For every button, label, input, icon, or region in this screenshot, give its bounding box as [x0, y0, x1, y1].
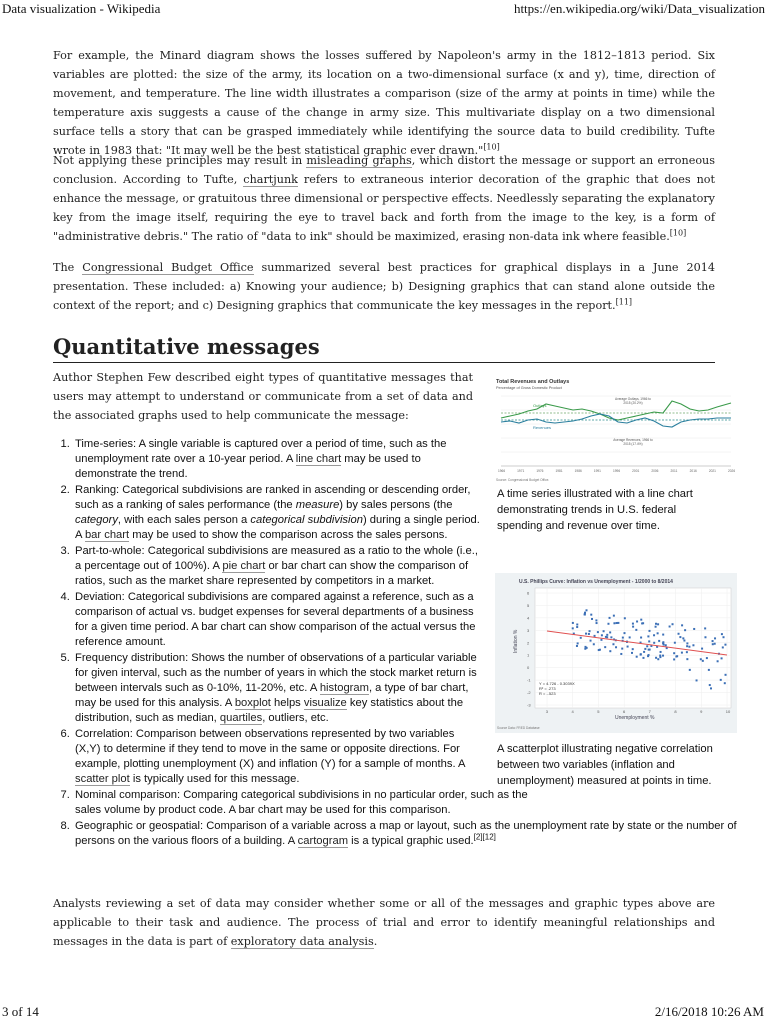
scatter-point: [607, 623, 609, 625]
label-revenues: Revenues: [533, 425, 552, 430]
scatter-point: [692, 644, 694, 646]
list-item: 8. Geographic or geospatial: Comparison of a variable across a map or layout, such as the unemployment rate by state or the number of persons on the various floors of a building. A cartogram is a typical graphic used.[2][12]: [73, 819, 738, 849]
scatter-point: [600, 639, 602, 641]
scatter-point: [644, 648, 646, 650]
scatter-point: [590, 640, 592, 642]
x-tick-label: 1971: [517, 469, 525, 473]
scatter-point: [648, 640, 650, 642]
scatter-point: [641, 622, 643, 624]
scatter-point: [623, 632, 625, 634]
x-tick-label: 9: [700, 709, 703, 714]
scatter-point: [595, 619, 597, 621]
citation[interactable]: [10]: [483, 142, 500, 152]
scatter-point: [702, 660, 704, 662]
scatter-point: [631, 652, 633, 654]
x-axis-label: Unemployment %: [615, 715, 655, 721]
scatter-point: [585, 646, 587, 648]
scatter-point: [643, 651, 645, 653]
scatter-point: [576, 624, 578, 626]
scatter-point: [603, 630, 605, 632]
x-tick-label: 2006: [651, 469, 659, 473]
scatter-point: [648, 649, 650, 651]
scatter-point: [721, 633, 723, 635]
y-tick-label: 1: [527, 652, 530, 658]
scatter-point: [589, 630, 591, 632]
scatter-point: [662, 641, 664, 643]
x-tick-label: 2011: [670, 469, 678, 473]
scatter-point: [681, 624, 683, 626]
figure-scatterplot[interactable]: [495, 573, 737, 733]
chart-source: Source Data: FRED Database: [497, 726, 540, 730]
list-item: 3. Part-to-whole: Categorical subdivisions are measured as a ratio to the whole (i.e., a percentage out of 100%). A pie chart or bar chart can show the comparison of ratios, such as the market share represented by competitors in a market.: [73, 544, 480, 589]
scatter-point: [662, 655, 664, 657]
scatter-point: [617, 622, 619, 624]
scatter-point: [710, 687, 712, 689]
x-tick-label: 2016: [689, 469, 697, 473]
scatter-point: [606, 636, 608, 638]
scatter-point: [669, 626, 671, 628]
scatter-point: [590, 614, 592, 616]
scatter-point: [660, 651, 662, 653]
x-tick-label: 8: [674, 709, 677, 714]
scatter-point: [613, 615, 615, 617]
link-chartjunk[interactable]: chartjunk: [243, 173, 298, 186]
scatter-point: [584, 612, 586, 614]
y-tick-label: 5: [527, 602, 530, 608]
scatter-point: [659, 655, 661, 657]
scatter-point: [588, 633, 590, 635]
scatter-point: [576, 626, 578, 628]
figure1-caption: A time series illustrated with a line chart demonstrating trends in U.S. federal spending and revenue over time.: [497, 488, 693, 532]
citation[interactable]: [2][12]: [473, 832, 496, 842]
r-squared: R² = .273: [539, 686, 556, 691]
link-exploratory-data-analysis[interactable]: exploratory data analysis: [230, 935, 374, 948]
scatter-point: [655, 657, 657, 659]
scatter-point: [704, 636, 706, 638]
citation[interactable]: [10]: [669, 228, 687, 238]
scatter-point: [657, 623, 659, 625]
scatter-point: [722, 646, 724, 648]
scatter-point: [615, 646, 617, 648]
scatter-point: [572, 622, 574, 624]
scatter-point: [613, 622, 615, 624]
scatter-point: [704, 627, 706, 629]
x-tick-label: 2021: [708, 469, 716, 473]
scatter-point: [593, 643, 595, 645]
scatter-point: [642, 657, 644, 659]
list-item: 4. Deviation: Categorical subdivisions are compared against a reference, such as a comparison of actual vs. budget expenses for several departments of a business for a given time period. A bar chart can show comparison of the actual versus the reference amount.: [73, 590, 480, 650]
scatter-point: [636, 620, 638, 622]
x-tick-label: 7: [648, 709, 651, 714]
x-tick-label: 2026: [728, 469, 736, 473]
scatter-point: [596, 622, 598, 624]
list-item: 7. Nominal comparison: Comparing categorical subdivisions in no particular order, such as the sales volume by product code. A bar chart may be used for this comparison.: [73, 788, 545, 818]
scatter-point: [629, 636, 631, 638]
y-tick-label: -2: [527, 690, 531, 696]
scatter-point: [678, 633, 680, 635]
scatter-point: [676, 655, 678, 657]
y-tick-label: 3: [527, 627, 530, 633]
y-tick-label: 0: [527, 665, 530, 671]
chart-subtitle: Percentage of Gross Domestic Product: [496, 386, 562, 390]
regression-equation: Y = 4.726 - 0.3039X: [539, 681, 575, 686]
section-intro: Author Stephen Few described eight types of quantitative messages that users may attempt to understand or communicate from a set of data and the associated graphs used to help communicate the message:: [53, 371, 473, 422]
link-pie-chart[interactable]: pie chart: [222, 560, 266, 572]
scatter-point: [632, 623, 634, 625]
scatter-point: [714, 643, 716, 645]
x-tick-label: 1976: [536, 469, 544, 473]
x-tick-label: 10: [725, 709, 731, 714]
chart-source: Source: Congressional Budget Office.: [496, 478, 550, 482]
section-heading: Quantitative messages: [53, 334, 715, 363]
scatter-point: [658, 640, 660, 642]
citation[interactable]: [11]: [615, 297, 633, 307]
list-item: 1. Time-series: A single variable is captured over a period of time, such as the unemployment rate over a 10-year period. A line chart may be used to demonstrate the trend.: [73, 437, 480, 482]
scatter-point: [572, 627, 574, 629]
x-tick-label: 1986: [574, 469, 582, 473]
scatter-point: [616, 622, 618, 624]
scatter-point: [586, 609, 588, 611]
scatter-point: [714, 637, 716, 639]
x-axis-ticks: [498, 469, 735, 473]
scatter-point: [724, 682, 726, 684]
x-tick-label: 6: [622, 709, 626, 714]
list-item: 6. Correlation: Comparison between observations represented by two variables (X,Y) to determine if they tend to move in the same or opposite directions. For example, plotting unemployment (X) and inflation (Y) for a sample of months. A scatter plot is typically used for this message.: [73, 727, 480, 787]
scatter-point: [657, 658, 659, 660]
r-value: R = -.523: [539, 691, 556, 696]
print-footer: [0, 1002, 768, 1024]
page-title: Data visualization - Wikipedia: [2, 1, 161, 16]
x-tick-label: 1996: [613, 469, 621, 473]
scatter-point: [598, 649, 600, 651]
scatter-point: [580, 637, 582, 639]
scatter-point: [673, 652, 675, 654]
scatter-point: [655, 623, 657, 625]
scatter-point: [712, 640, 714, 642]
scatter-point: [683, 640, 685, 642]
scatter-point: [640, 619, 642, 621]
print-header: [0, 0, 768, 20]
scatter-point: [700, 658, 702, 660]
scatter-point: [724, 644, 726, 646]
y-tick-label: 4: [527, 615, 530, 621]
x-tick-label: 1966: [498, 469, 506, 473]
scatter-point: [606, 634, 608, 636]
scatter-point: [610, 636, 612, 638]
scatter-point: [708, 669, 710, 671]
figure2-caption: A scatterplot illustrating negative correlation between two variables (inflation and unemployment) measured at points in time.: [497, 743, 713, 787]
scatter-point: [624, 617, 626, 619]
scatter-point: [632, 626, 634, 628]
link-histogram[interactable]: histogram: [319, 682, 369, 694]
scatter-point: [673, 658, 675, 660]
scatter-point: [657, 632, 659, 634]
x-tick-label: 2001: [632, 469, 640, 473]
scatter-point: [679, 636, 681, 638]
scatter-point: [689, 669, 691, 671]
scatter-point: [706, 657, 708, 659]
scatter-point: [585, 633, 587, 635]
scatter-point: [686, 658, 688, 660]
scatter-point: [681, 652, 683, 654]
chart-title: U.S. Phillips Curve: Inflation vs Unemployment - 1/2000 to 8/2014: [519, 579, 673, 585]
scatter-point: [682, 637, 684, 639]
list-item: 5. Frequency distribution: Shows the number of observations of a particular variable for given interval, such as the number of years in which the stock market return is between intervals such as 0-10%, 11-20%, etc. A histogram, a type of bar chart, may be used for this analysis. A boxplot helps visualize key statistics about the distribution, such as median, quartiles, outliers, etc.: [73, 651, 480, 726]
link-bar-chart[interactable]: bar chart: [84, 529, 130, 541]
scatter-point: [696, 679, 698, 681]
scatter-point: [576, 645, 578, 647]
y-tick-label: -3: [527, 702, 531, 708]
print-datetime: 2/16/2018 10:26 AM: [654, 1004, 764, 1019]
scatter-point: [646, 645, 648, 647]
scatter-point: [632, 648, 634, 650]
scatter-point: [693, 628, 695, 630]
scatter-point: [674, 642, 676, 644]
label-outlays: Outlays: [533, 403, 547, 408]
scatter-point: [655, 626, 657, 628]
figure-time-series-chart[interactable]: [495, 376, 737, 484]
scatter-point: [584, 648, 586, 650]
scatter-point: [686, 642, 688, 644]
scatter-point: [653, 642, 655, 644]
x-tick-label: 1981: [555, 469, 563, 473]
scatter-point: [601, 634, 603, 636]
scatter-point: [604, 646, 606, 648]
chart-title: Total Revenues and Outlays: [496, 379, 570, 385]
scatter-point: [597, 631, 599, 633]
scatter-point: [725, 674, 727, 676]
scatter-point: [609, 631, 611, 633]
link-cbo[interactable]: Congressional Budget Office: [82, 261, 254, 274]
scatter-point: [620, 653, 622, 655]
page-url[interactable]: https://en.wikipedia.org/wiki/Data_visualization: [513, 1, 765, 16]
x-tick-label: 4: [571, 709, 574, 714]
scatter-point: [594, 635, 596, 637]
scatter-point: [720, 679, 722, 681]
scatter-point: [635, 629, 637, 631]
scatter-point: [686, 651, 688, 653]
scatter-point: [640, 637, 642, 639]
scatter-point: [622, 637, 624, 639]
link-misleading-graphs[interactable]: misleading graphs: [306, 154, 412, 167]
scatter-point: [640, 653, 642, 655]
scatter-point: [584, 613, 586, 615]
scatter-point: [721, 657, 723, 659]
scatter-point: [609, 617, 611, 619]
link-boxplot[interactable]: boxplot: [234, 697, 271, 709]
scatter-point: [665, 644, 667, 646]
annotation-avg-revenues: Average Revenues, 1966 to 2015 (17.4%): [613, 438, 653, 446]
scatter-point: [701, 648, 703, 650]
link-cartogram[interactable]: cartogram: [297, 835, 349, 847]
link-visualize[interactable]: visualize: [303, 697, 347, 709]
scatter-point: [709, 684, 711, 686]
x-tick-label: 1991: [593, 469, 601, 473]
scatter-point: [653, 634, 655, 636]
scatter-point: [684, 629, 686, 631]
scatter-point: [712, 643, 714, 645]
x-tick-label: 3: [545, 709, 549, 714]
scatter-point: [648, 630, 650, 632]
scatter-point: [647, 635, 649, 637]
y-tick-label: 6: [527, 590, 530, 596]
scatter-point: [717, 660, 719, 662]
scatter-point: [648, 654, 650, 656]
link-line-chart[interactable]: line chart: [295, 453, 342, 465]
scatter-point: [672, 623, 674, 625]
y-tick-label: -1: [527, 677, 531, 683]
scatter-point: [609, 650, 611, 652]
scatter-point: [612, 643, 614, 645]
x-tick-label: 5: [597, 709, 600, 714]
scatter-point: [621, 648, 623, 650]
scatter-point: [636, 656, 638, 658]
scatter-point: [627, 646, 629, 648]
scatter-point: [662, 634, 664, 636]
paragraph-minard: For example, the Minard diagram shows the losses suffered by Napoleon's army in the 1812–1813 period. Six variables are plotted: the size of the army, its location on a two-dimensional surface (x and y), time, direction of movement, and temperature. The line width illustrates a comparison (size of the army at points in time) while the temperature axis suggests a cause of the change in army size. This multivariate display on a two dimensional surface tells a story that can be grasped immediately while identifying the source data to build credibility. Tufte wrote in 1983 that: "It may well be the best statistical graphic ever drawn."[10]: [53, 49, 715, 157]
scatter-point: [591, 618, 593, 620]
scatter-point: [686, 645, 688, 647]
list-item: 2. Ranking: Categorical subdivisions are ranked in ascending or descending order, such as a ranking of sales performance (the measure) by sales persons (the category, with each sales person a categorical subdivision) during a single period. A bar chart may be used to show the comparison across the sales persons.: [73, 483, 480, 543]
link-quartiles[interactable]: quartiles: [219, 712, 263, 724]
paragraph-analysts: Analysts reviewing a set of data may consider whether some or all of the messages and graphic types above are applicable to their task and audience. The process of trial and error to identify meaningful relationships and messages in the data is part of exploratory data analysis.: [53, 897, 715, 948]
y-axis-label: Inflation %: [513, 629, 519, 653]
link-scatter-plot[interactable]: scatter plot: [75, 773, 130, 785]
y-tick-label: 2: [527, 640, 530, 646]
scatter-point: [688, 646, 690, 648]
scatter-point: [577, 642, 579, 644]
page-counter: 3 of 14: [2, 1004, 39, 1019]
paragraph-cbo: The Congressional Budget Office summarized several best practices for graphical displays in a June 2014 presentation. These included: a) Knowing your audience; b) Designing graphics that can stand alone outside the context of the report; and c) Designing graphics that communicate the key messages in the report.[11]: [53, 261, 715, 312]
scatter-point: [723, 636, 725, 638]
paragraph-tufte: Not applying these principles may result in misleading graphs, which distort the message or support an erroneous conclusion. According to Tufte, chartjunk refers to extraneous interior decoration of the graphic that does not enhance the message, or gratuitous three dimensional or perspective effects. Needlessly separating the explanatory key from the image itself, requiring the eye to travel back and forth from the image to the key, is a form of "administrative debris." The ratio of "data to ink" should be maximized, erasing non-data ink where feasible.[10]: [53, 154, 716, 243]
annotation-avg-outlays: Average Outlays, 1966 to 2015 (20.2%): [615, 397, 651, 405]
